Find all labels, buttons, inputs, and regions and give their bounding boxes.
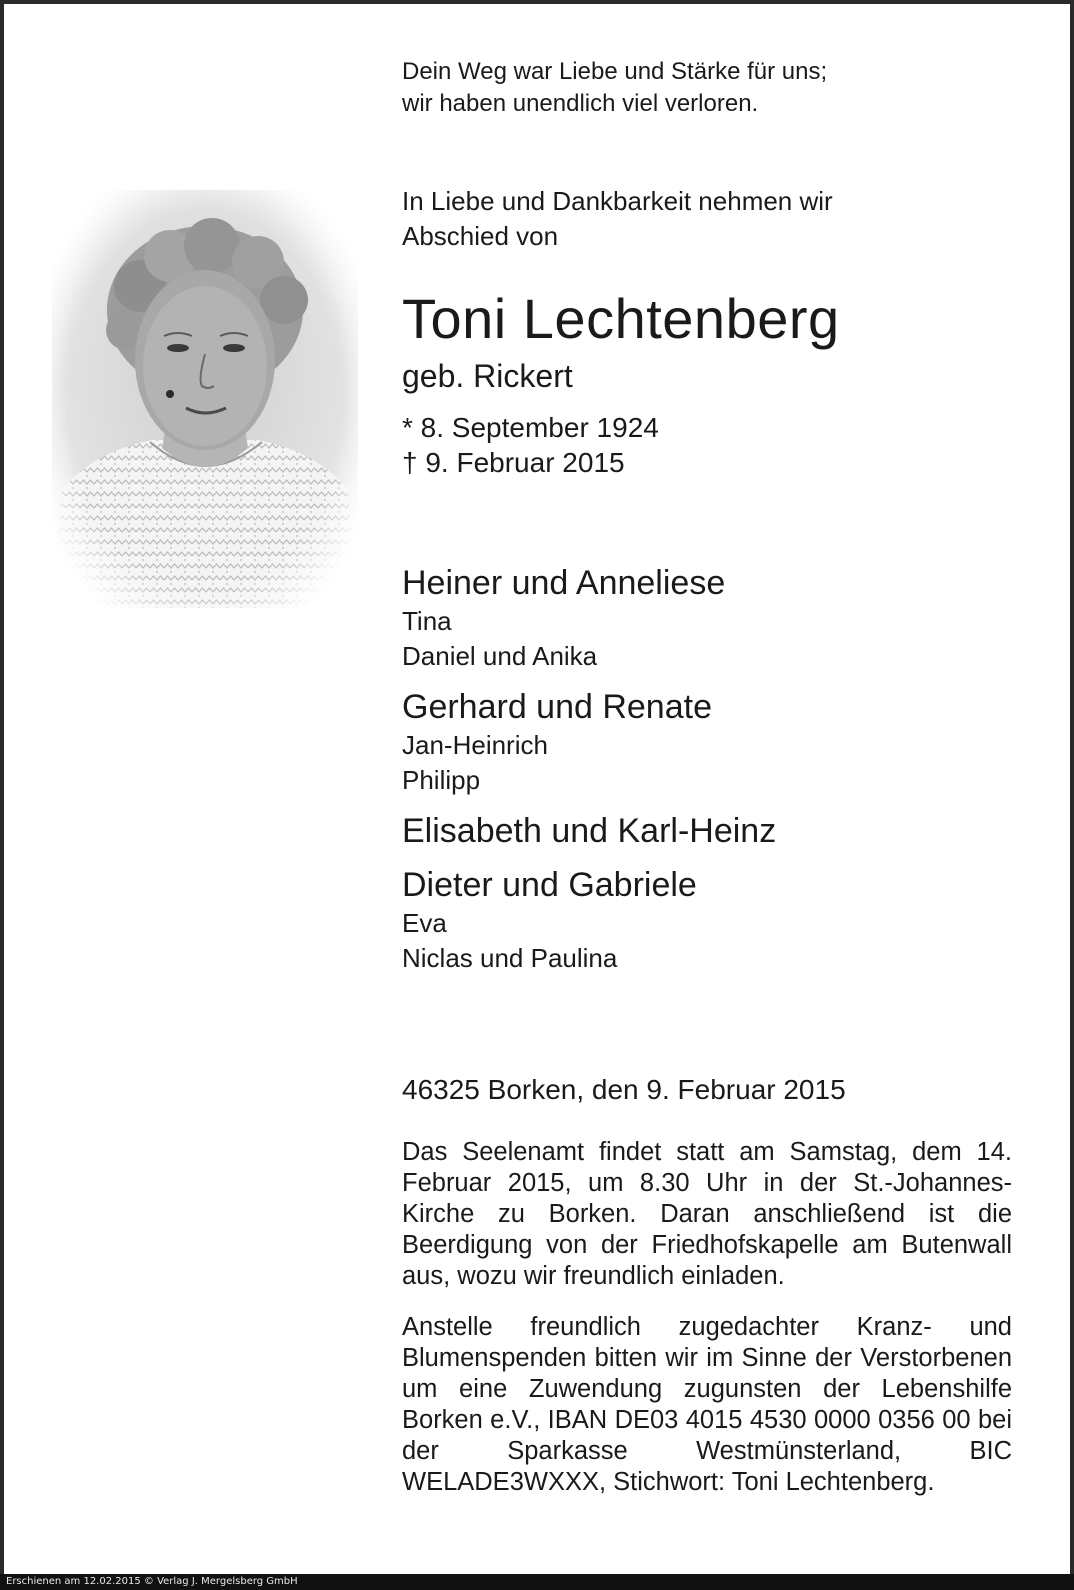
place-date: 46325 Borken, den 9. Februar 2015 [402, 1074, 846, 1105]
verse-line-1: Dein Weg war Liebe und Stärke für uns; [402, 58, 828, 85]
family-child: Daniel und Anika [402, 641, 598, 671]
intro-line-1: In Liebe und Dankbarkeit nehmen wir [402, 186, 833, 216]
family-child: Jan-Heinrich [402, 730, 548, 760]
intro-line-2: Abschied von [402, 221, 559, 251]
family-group [402, 562, 1012, 674]
family-list [402, 562, 1012, 988]
verse-line-2: wir haben unendlich viel verloren. [402, 90, 759, 117]
family-parents: Heiner und Anneliese [402, 564, 726, 602]
service-paragraph: Das Seelenamt findet statt am Samstag, dem 14. Februar 2015, um 8.30 Uhr in der St.-Johannes-Kirche zu Borken. Daran anschließend ist die Beerdigung von der Friedhofskapelle am Butenwall aus, wozu wir freundlich einladen. [402, 1138, 1012, 1290]
footer-bar [0, 1574, 1074, 1590]
birth-date: * 8. September 1924 [402, 412, 659, 443]
family-group [402, 686, 1012, 798]
publication-credit: Erschienen am 12.02.2015 © Verlag J. Mergelsberg GmbH [6, 1576, 298, 1587]
family-parents: Gerhard und Renate [402, 688, 712, 726]
family-group [402, 864, 1012, 976]
family-child: Tina [402, 606, 452, 636]
donation-paragraph: Anstelle freundlich zugedachter Kranz- und Blumenspenden bitten wir im Sinne der Verstorbenen um eine Zuwendung zugunsten der Lebenshilfe Borken e.V., IBAN DE03 4015 4530 0000 0356 00 bei der Sparkasse Westmünsterland, BIC WELADE3WXXX, Stichwort: Toni Lechtenberg. [402, 1313, 1012, 1496]
life-dates [402, 410, 1012, 480]
family-parents: Elisabeth und Karl-Heinz [402, 812, 777, 850]
family-child: Niclas und Paulina [402, 943, 618, 973]
intro-text [402, 184, 1012, 254]
family-parents: Dieter und Gabriele [402, 866, 697, 904]
death-date: † 9. Februar 2015 [402, 447, 625, 478]
birth-name: geb. Rickert [402, 358, 573, 394]
family-child: Philipp [402, 765, 481, 795]
family-group [402, 810, 1012, 852]
deceased-name: Toni Lechtenberg [402, 287, 840, 350]
verse [402, 56, 1012, 120]
family-child: Eva [402, 908, 447, 938]
portrait-photo [52, 190, 358, 608]
